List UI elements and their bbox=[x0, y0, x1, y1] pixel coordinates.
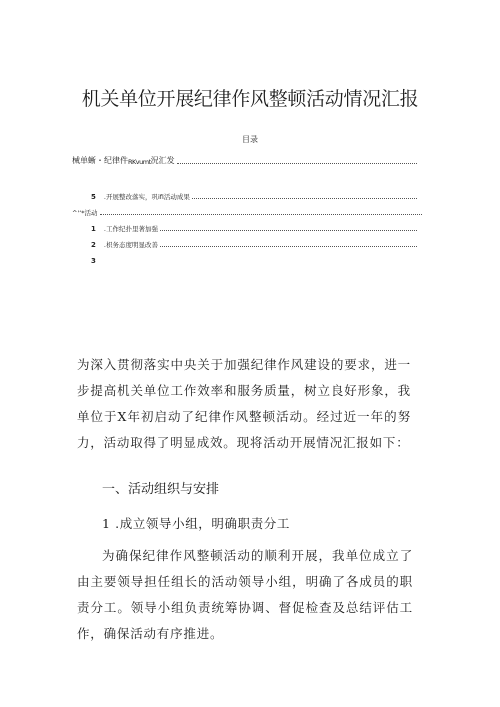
intro-paragraph: 为深入贯彻落实中央关于加强纪律作风建设的要求，进一步提高机关单位工作效率和服务质量，树立良好形象，我单位于X年初启动了纪律作风整顿活动。经过近一年的努力，活动取得了明显成效。现将活动开展情况汇报如下： bbox=[77, 357, 411, 450]
toc-entry[interactable] bbox=[72, 207, 422, 217]
toc-leader-dots bbox=[177, 163, 417, 164]
toc-entry-number: 1 bbox=[91, 225, 96, 233]
document-title: 机关单位开展纪律作风整顿活动情况汇报 bbox=[81, 88, 419, 110]
toc-entry-number: 5 bbox=[91, 193, 96, 201]
toc-entry-number: 3 bbox=[91, 257, 96, 265]
toc-entry[interactable] bbox=[91, 191, 417, 201]
toc-entry[interactable] bbox=[91, 255, 131, 265]
subsection-heading: 1 .成立领导小组，明确职责分工 bbox=[102, 516, 291, 531]
toc-entry[interactable] bbox=[91, 239, 417, 249]
toc-entry-label-suffix: 況汇发 bbox=[150, 156, 175, 165]
toc-entry-label: ^'‘*活动 bbox=[72, 209, 98, 217]
toc-heading: 目录 bbox=[242, 135, 258, 144]
toc-entry-label-prefix: 械单蜥・纪律件 bbox=[72, 156, 128, 165]
toc-entry-label: .开展整改落实，巩ifi活动成果 bbox=[103, 193, 190, 201]
toc-entry-label: .工作纪扑里著加强 bbox=[103, 225, 158, 233]
toc-entry[interactable] bbox=[91, 223, 417, 233]
toc-entry-number: 2 bbox=[91, 241, 96, 249]
body-paragraph: 为确保纪律作风整顿活动的顺利开展，我单位成立了由主要领导担任组长的活动领导小组，明确了各成员的职责分工。领导小组负责统筹协调、督促检查及总结评估工作，确保活动有序推进。 bbox=[77, 548, 413, 641]
toc-leader-dots bbox=[160, 230, 417, 231]
toc-entry-label: .枳务态度明显改善 bbox=[103, 241, 158, 249]
toc-leader-dots bbox=[160, 246, 417, 247]
toc-leader-dots bbox=[100, 214, 422, 215]
toc-leader-dots bbox=[192, 198, 417, 199]
toc-entry-label-big: RKvumt bbox=[128, 158, 151, 166]
section-heading: 一、活动组织与安排 bbox=[102, 482, 220, 497]
toc-entry[interactable] bbox=[72, 152, 417, 166]
